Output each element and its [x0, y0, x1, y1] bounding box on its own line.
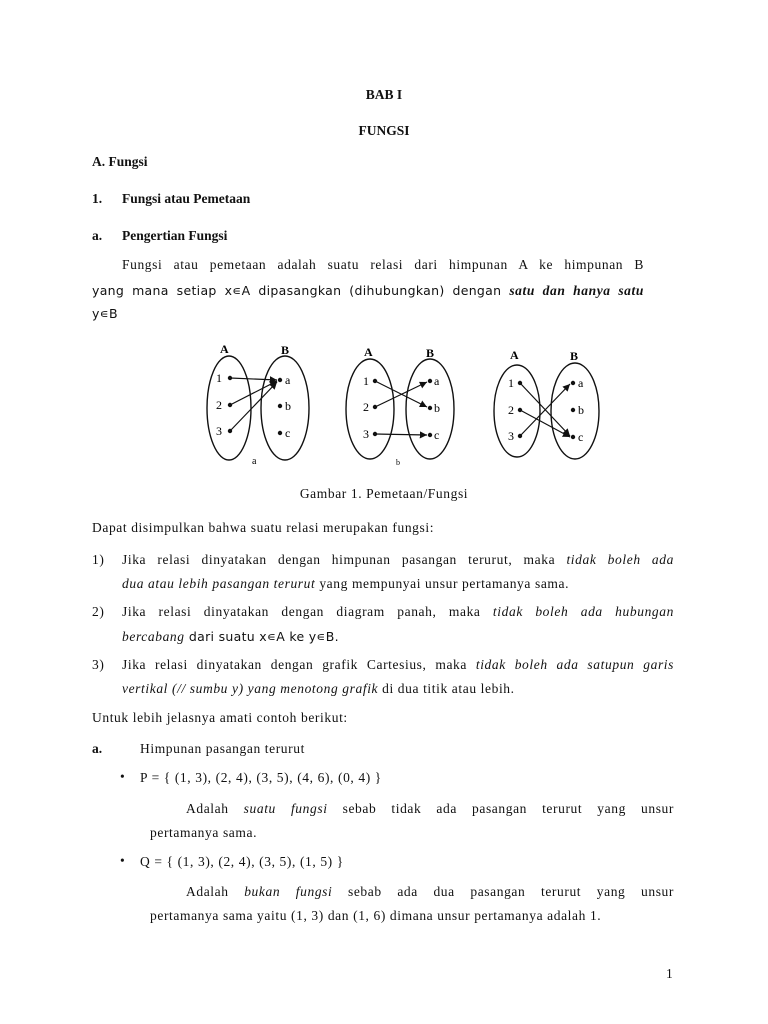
arrow-a-2 — [230, 381, 277, 405]
set-q: Q = { (1, 3), (2, 4), (3, 5), (1, 5) } — [140, 854, 344, 869]
diagram-b-label: b — [396, 458, 400, 467]
diagram-c-codomain-c: c — [578, 430, 584, 444]
rule-3-text: Jika relasi dinyatakan dengan grafik Cartesius, maka — [122, 657, 476, 672]
example-a-title: Himpunan pasangan terurut — [140, 741, 305, 756]
set-p-explanation-line-2: pertamanya sama. — [150, 825, 258, 840]
diagram-a-set-b-label: B — [281, 343, 290, 357]
diagram-c-domain-1: 1 — [508, 376, 514, 390]
diagram-b-codomain-c: c — [434, 428, 440, 442]
diagram-b-codomain-b: b — [434, 401, 440, 415]
rule-3-line-1 — [122, 657, 674, 673]
diagram-b-domain-2: 2 — [363, 400, 369, 414]
conclusion-intro: Dapat disimpulkan bahwa suatu relasi merupakan fungsi: — [92, 520, 435, 535]
set-p-explanation-line-1 — [186, 801, 674, 817]
chapter-heading: BAB I — [365, 87, 403, 102]
rule-1-emphasis-2: dua atau lebih pasangan terurut — [122, 576, 316, 591]
diagram-c-set-b-label: B — [570, 349, 579, 363]
subsubsection-title: Pengertian Fungsi — [122, 228, 228, 243]
arrow-c-2 — [520, 410, 570, 437]
diagram-a-domain-2: 2 — [216, 398, 222, 412]
set-p-emphasis: suatu fungsi — [243, 801, 328, 816]
rule-2-emphasis: tidak boleh ada hubungan — [492, 604, 674, 619]
diagram-c-domain-3: 3 — [508, 429, 514, 443]
diagram-b-codomain-a: a — [434, 374, 440, 388]
diagram-b-set-a-label: A — [364, 345, 373, 359]
diagram-b — [346, 345, 454, 467]
rule-2-line-2 — [122, 628, 339, 646]
diagram-b-set-b-label: B — [426, 346, 435, 360]
set-q-emphasis: bukan fungsi — [244, 884, 333, 899]
rule-3-text-2: di dua titik atau lebih. — [378, 681, 515, 696]
subsection-number: 1. — [92, 191, 103, 206]
diagram-c-domain-ellipse — [494, 365, 540, 457]
figure-caption: Gambar 1. Pemetaan/Fungsi — [299, 486, 469, 501]
set-q-text-a: Adalah — [186, 884, 245, 899]
diagram-c-set-a-label: A — [510, 348, 519, 362]
rule-3-line-2 — [122, 681, 515, 697]
rule-2-text-2: dari suatu x∊A ke y∊B. — [184, 629, 339, 644]
rule-3-emphasis: tidak boleh ada satupun garis — [475, 657, 674, 672]
rule-2-number: 2) — [92, 604, 105, 619]
diagram-a-domain-ellipse — [207, 356, 251, 460]
diagram-a-codomain-b: b — [285, 399, 291, 413]
set-q-text-b: sebab ada dua pasangan terurut yang unsur — [332, 884, 674, 899]
definition-line-3: y∊B — [92, 306, 118, 321]
diagram-c-codomain-a: a — [578, 376, 584, 390]
diagram-b-domain-ellipse — [346, 359, 394, 459]
diagram-c-codomain-ellipse — [551, 363, 599, 459]
rule-2-emphasis-2: bercabang — [122, 629, 185, 644]
definition-text: yang mana setiap x∊A dipasangkan (dihubungkan) dengan — [92, 283, 510, 298]
diagram-a — [207, 342, 309, 467]
examples-intro: Untuk lebih jelasnya amati contoh berikut: — [92, 710, 348, 725]
rule-2-line-1 — [122, 604, 674, 620]
set-q-explanation-line-1 — [186, 884, 674, 900]
diagram-a-domain-1: 1 — [216, 371, 222, 385]
diagram-a-codomain-a: a — [285, 373, 291, 387]
arrow-b-3 — [375, 434, 427, 435]
set-q-explanation-line-2: pertamanya sama yaitu (1, 3) dan (1, 6) dimana unsur pertamanya adalah 1. — [150, 908, 602, 923]
chapter-title: FUNGSI — [358, 123, 410, 138]
arrow-a-1 — [230, 378, 277, 380]
definition-line-2 — [92, 282, 644, 300]
bullet-q: • — [120, 853, 126, 868]
diagram-c-domain-2: 2 — [508, 403, 514, 417]
definition-line-1: Fungsi atau pemetaan adalah suatu relasi dari himpunan A ke himpunan B — [122, 257, 644, 272]
rule-1-emphasis: tidak boleh ada — [566, 552, 674, 567]
diagram-b-domain-1: 1 — [363, 374, 369, 388]
definition-emphasis: satu dan hanya satu — [509, 283, 644, 298]
rule-1-line-1 — [122, 552, 674, 568]
rule-3-emphasis-2: vertikal (// sumbu y) yang menotong grafik — [122, 681, 379, 696]
rule-1-number: 1) — [92, 552, 105, 567]
rule-3-number: 3) — [92, 657, 105, 672]
example-a-number: a. — [92, 741, 103, 756]
rule-1-line-2 — [122, 576, 569, 592]
bullet-p: • — [120, 769, 126, 784]
set-p-text-b: sebab tidak ada pasangan terurut yang unsur — [327, 801, 674, 816]
section-heading: A. Fungsi — [92, 154, 148, 169]
diagram-c-codomain-b: b — [578, 403, 584, 417]
diagram-c — [494, 348, 599, 459]
diagram-b-domain-3: 3 — [363, 427, 369, 441]
set-p: P = { (1, 3), (2, 4), (3, 5), (4, 6), (0, 4) } — [140, 770, 382, 785]
subsection-title: Fungsi atau Pemetaan — [122, 191, 251, 206]
rule-2-text: Jika relasi dinyatakan dengan diagram panah, maka — [122, 604, 493, 619]
diagram-a-label: a — [252, 456, 257, 467]
mapping-figure — [170, 335, 610, 470]
rule-1-text: Jika relasi dinyatakan dengan himpunan pasangan terurut, maka — [122, 552, 567, 567]
set-p-text-a: Adalah — [186, 801, 244, 816]
diagram-a-domain-3: 3 — [216, 424, 222, 438]
rule-1-text-2: yang mempunyai unsur pertamanya sama. — [315, 576, 570, 591]
diagram-a-codomain-c: c — [285, 426, 291, 440]
page-number: 1 — [666, 966, 674, 981]
subsubsection-number: a. — [92, 228, 103, 243]
arrow-a-3 — [230, 382, 277, 431]
diagram-a-set-a-label: A — [220, 342, 229, 356]
